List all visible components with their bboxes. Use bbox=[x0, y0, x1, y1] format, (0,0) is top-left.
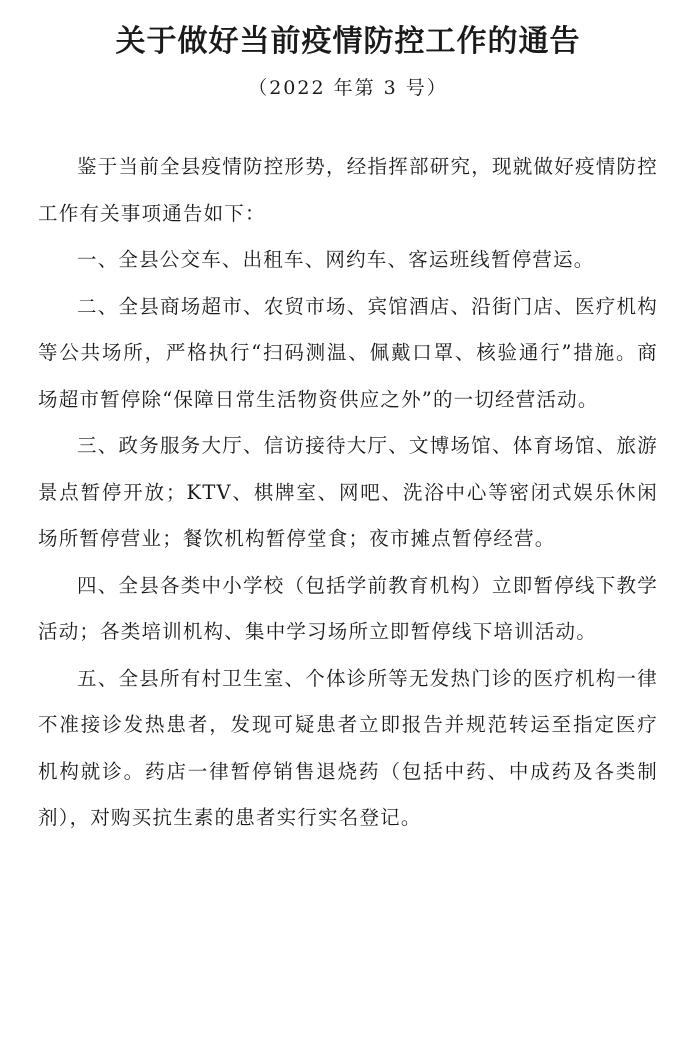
notice-intro: 鉴于当前全县疫情防控形势，经指挥部研究，现就做好疫情防控工作有关事项通告如下： bbox=[38, 155, 658, 225]
notice-item-3: 三、政务服务大厅、信访接待大厅、文博场馆、体育场馆、旅游景点暂停开放；KTV、棋牌室、网吧、洗浴中心等密闭式娱乐休闲场所暂停营业；餐饮机构暂停堂食；夜市摊点暂停经营。 bbox=[38, 434, 658, 550]
notice-item-2: 二、全县商场超市、农贸市场、宾馆酒店、沿街门店、医疗机构等公共场所，严格执行“扫码测温、佩戴口罩、核验通行”措施。商场超市暂停除“保障日常生活物资供应之外”的一切经营活动。 bbox=[38, 294, 658, 411]
notice-item-5: 五、全县所有村卫生室、个体诊所等无发热门诊的医疗机构一律不准接诊发热患者，发现可疑患者立即报告并规范转运至指定医疗机构就诊。药店一律暂停销售退烧药（包括中药、中成药及各类制剂），对购买抗生素的患者实行实名登记。 bbox=[38, 666, 658, 829]
notice-item-4: 四、全县各类中小学校（包括学前教育机构）立即暂停线下教学活动；各类培训机构、集中学习场所立即暂停线下培训活动。 bbox=[38, 573, 658, 643]
notice-title: 关于做好当前疫情防控工作的通告 bbox=[115, 24, 581, 59]
notice-number: （2022 年第 3 号） bbox=[248, 77, 448, 99]
notice-item-1: 一、全县公交车、出租车、网约车、客运班线暂停营运。 bbox=[77, 248, 595, 271]
